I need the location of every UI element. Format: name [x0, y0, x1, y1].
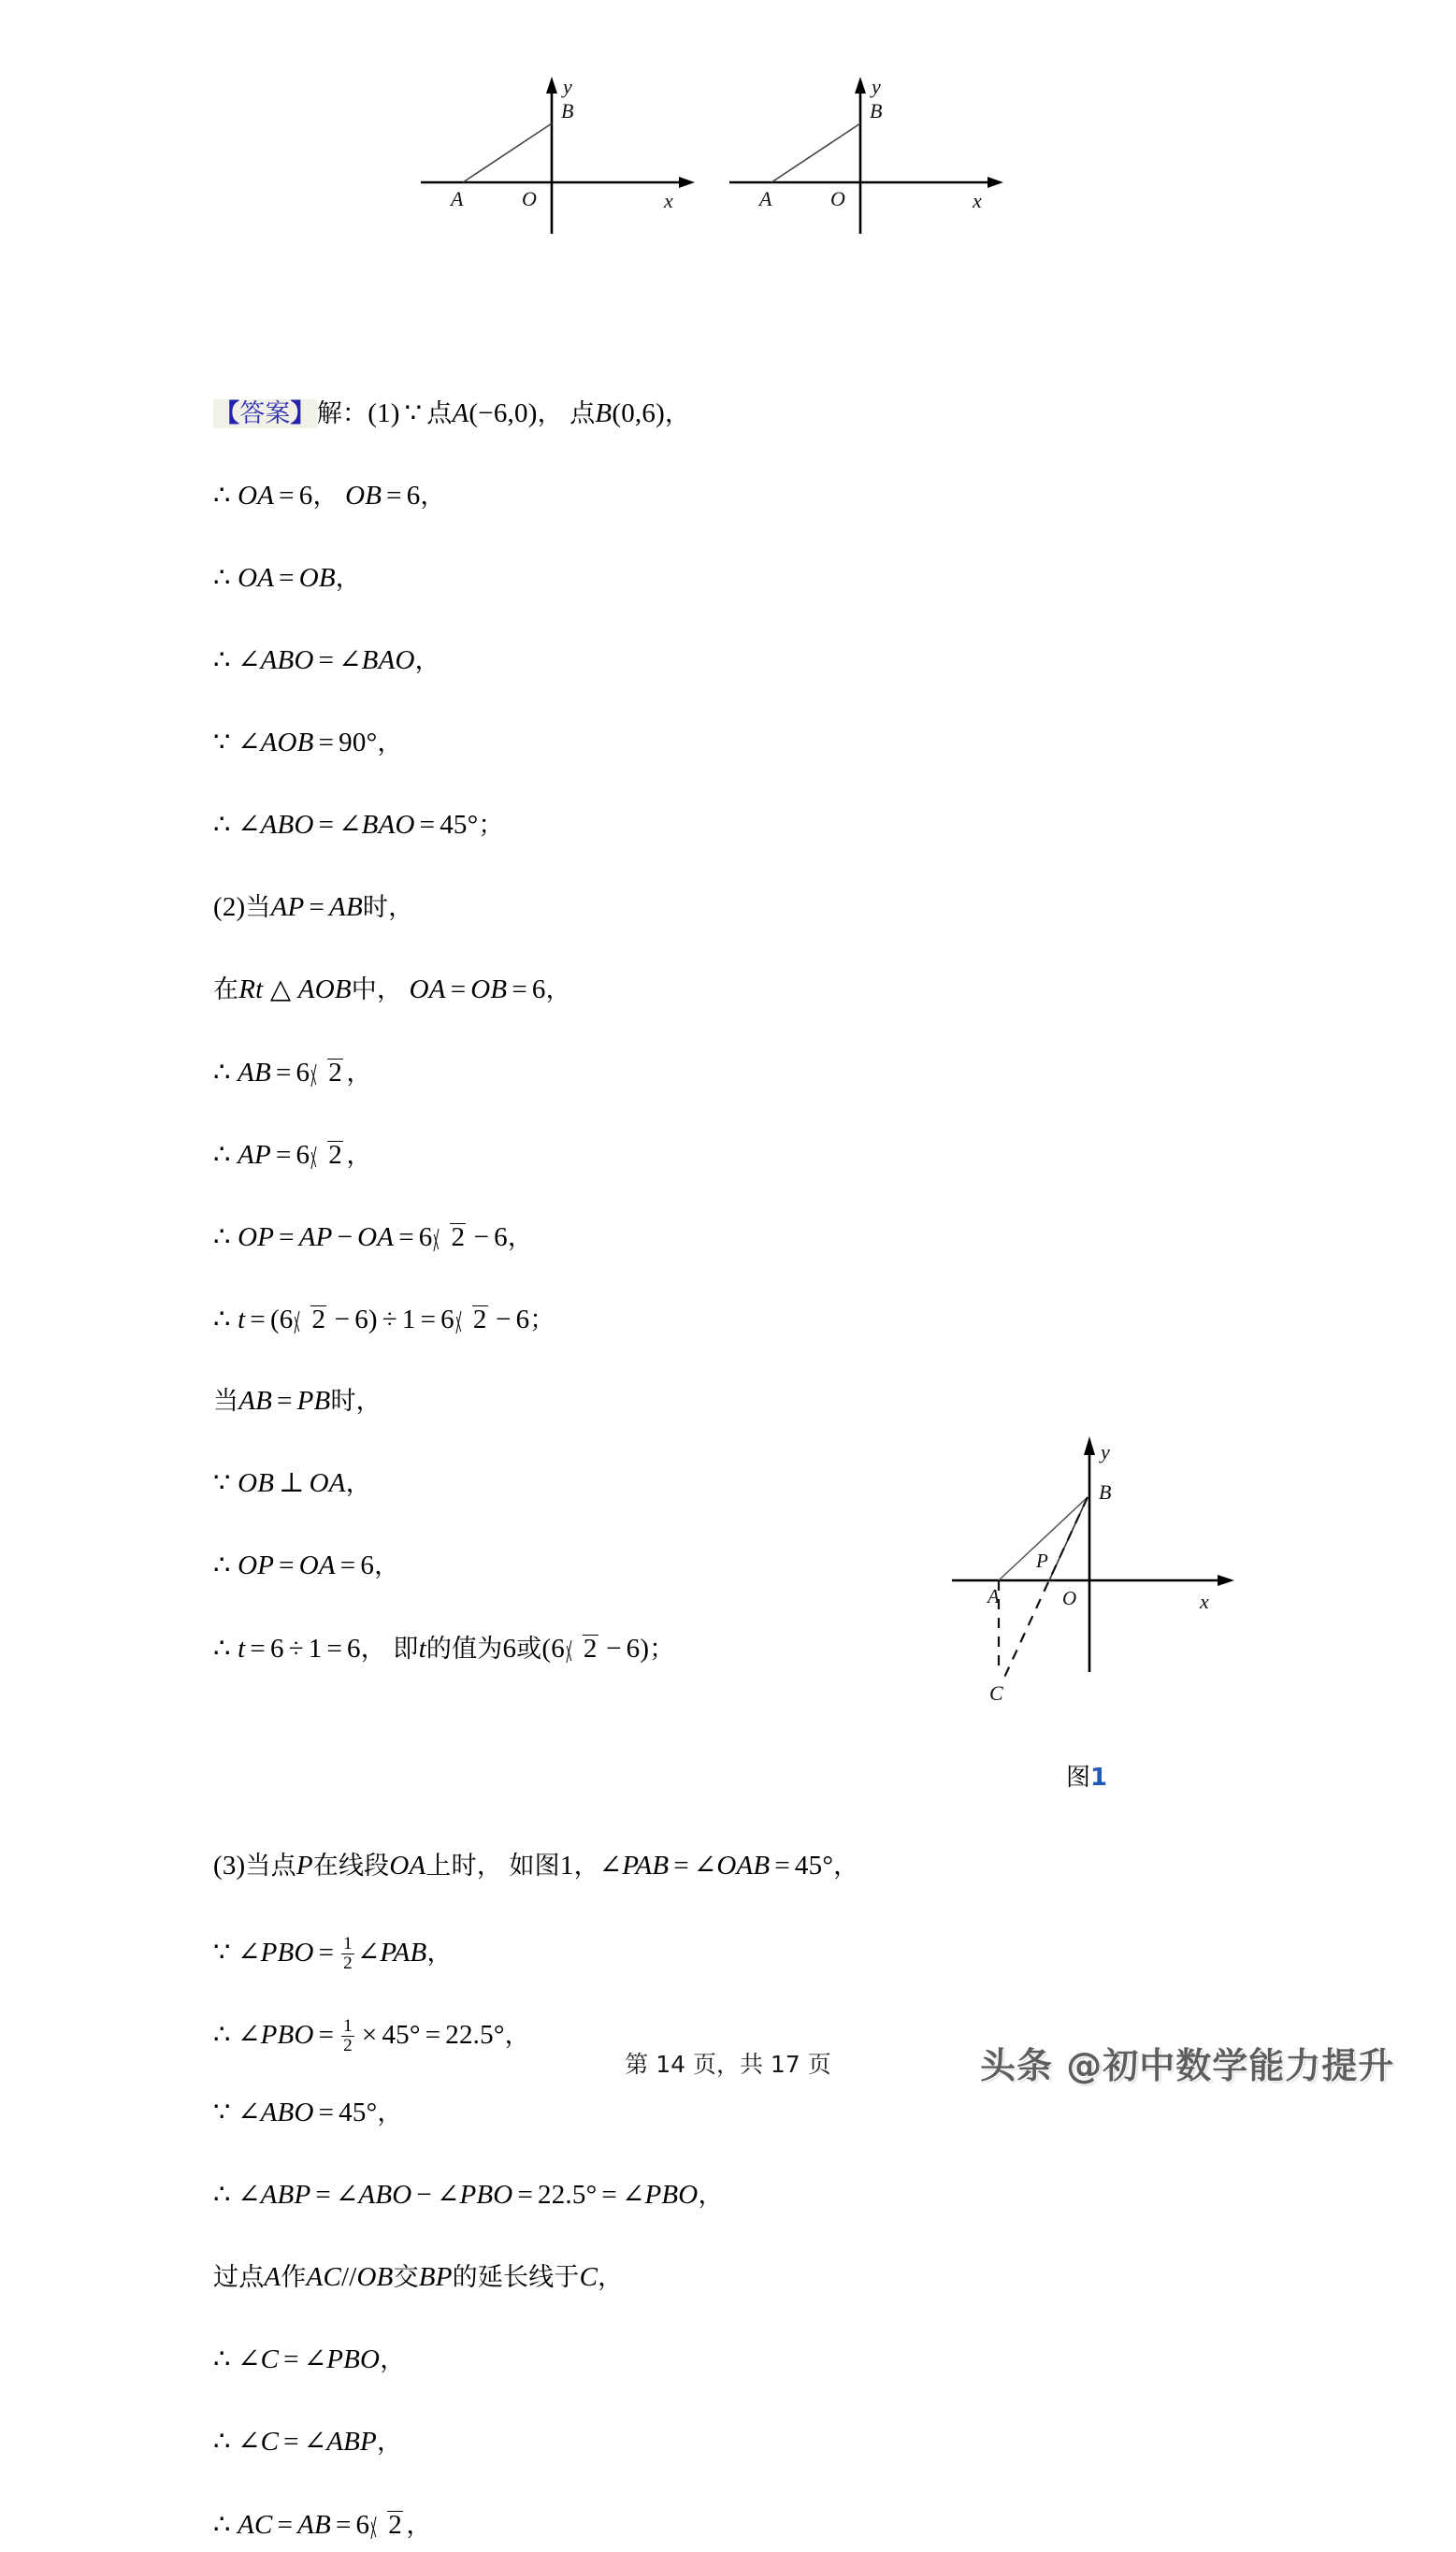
figure-1 — [935, 1401, 1258, 1728]
part-marker-1: (1) — [368, 398, 400, 428]
answer-line-20: ∵ ∠ABO = 45°， — [213, 2098, 403, 2127]
figure-point-label-B: B — [870, 99, 883, 123]
figure-top-left — [411, 37, 720, 262]
answer-line-4: ∴ ∠ABO = ∠BAO， — [213, 645, 440, 675]
part-marker-2: (2) — [213, 892, 246, 922]
answer-line-12: ∴ t = (6 2 − 6) ÷ 1 = 6 2 − 6； — [213, 1305, 555, 1334]
page-footer: 第 14 页，共 17 页 — [625, 2051, 831, 2078]
answer-line-6: ∴ ∠ABO = ∠BAO = 45°； — [213, 810, 504, 840]
answer-line-13: 当AB = PB时， — [213, 1386, 382, 1416]
sqrt-symbol: 2 — [370, 2511, 406, 2539]
triangle-symbol: △ — [269, 974, 292, 1004]
figure1-axis-label-y: y — [1101, 1440, 1110, 1463]
answer-line-16: ∴ t = 6 ÷ 1 = 6， 即t的值为6或(6 2 − 6)； — [213, 1634, 675, 1664]
figure-point-label-B: B — [561, 99, 574, 123]
answer-line-11: ∴ OP = AP − OA = 6 2 − 6， — [213, 1222, 534, 1252]
han-dian-2: 点 — [569, 399, 596, 428]
fraction-one-half: $\frac{1}{2}$ — [343, 2016, 353, 2056]
angle-symbol: ∠ — [238, 645, 261, 675]
figure-1-caption-number: 1 — [1090, 1764, 1108, 1792]
figure-axis-label-x: x — [973, 189, 982, 212]
figure1-point-label-O: O — [1062, 1587, 1077, 1609]
top-figures-row — [0, 0, 1456, 271]
figure1-point-label-B: B — [1099, 1480, 1112, 1504]
answer-line-18: ∵ ∠PBO = $\frac{1}{2}$ ∠PAB， — [213, 1934, 453, 1974]
answer-tag: 【答案】 — [214, 399, 316, 428]
sqrt-symbol: 2 — [310, 1141, 346, 1169]
figure-1-caption-text: 图 — [1066, 1764, 1091, 1792]
figure1-axis-label-x: x — [1200, 1590, 1209, 1613]
figure1-point-label-P: P — [1036, 1550, 1048, 1572]
fraction-one-half: $\frac{1}{2}$ — [343, 1934, 353, 1974]
figure1-point-label-A: A — [987, 1585, 1000, 1608]
sqrt-symbol: 2 — [310, 1059, 346, 1087]
parallel-symbol: // — [341, 2262, 357, 2292]
sqrt-symbol: 2 — [433, 1223, 469, 1251]
sqrt-symbol: 2 — [455, 1305, 491, 1334]
point-B-1: B — [595, 398, 613, 428]
answer-line-8: 在Rt △ AOB中， OA = OB = 6， — [213, 974, 571, 1004]
point-A-1: A — [452, 398, 469, 428]
answer-line-5: ∵ ∠AOB = 90°， — [213, 728, 403, 757]
figure-top-right — [720, 37, 1029, 262]
figure-1-caption — [1066, 1758, 1107, 1793]
sqrt-symbol: 2 — [566, 1635, 601, 1663]
han-dian-1: 点 — [426, 399, 453, 428]
sqrt-symbol: 2 — [295, 1305, 330, 1334]
answer-line-9: ∴ AB = 6 2 ， — [213, 1058, 372, 1088]
answer-line-22: 过点A作AC//OB交BP的延长线于C， — [213, 2262, 624, 2292]
answer-line-17: (3)当点P在线段OA上时， 如图1，∠PAB = ∠OAB = 45°， — [213, 1851, 859, 1881]
answer-line-25: ∴ AC = AB = 6 2 ， — [213, 2510, 432, 2540]
answer-line-21: ∴ ∠ABP = ∠ABO − ∠PBO = 22.5° = ∠PBO， — [213, 2180, 724, 2210]
figure1-point-label-C: C — [989, 1681, 1003, 1705]
answer-line-15: ∴ OP = OA = 6， — [213, 1550, 400, 1580]
figure-point-label-A: A — [451, 187, 464, 210]
part-marker-3: (3) — [213, 1851, 246, 1881]
figure-axis-label-y: y — [872, 75, 881, 98]
answer-line-10: ∴ AP = 6 2 ， — [213, 1140, 372, 1170]
figure-point-label-O: O — [522, 187, 537, 210]
figure-point-label-A: A — [759, 187, 772, 210]
answer-line-14: ∵ OB ⊥ OA， — [213, 1468, 371, 1498]
answer-line-23: ∴ ∠C = ∠PBO， — [213, 2344, 406, 2374]
answer-line-7: (2)当AP = AB时， — [213, 892, 414, 922]
answer-line-2: ∴ OA = 6， OB = 6， — [213, 481, 446, 511]
watermark: 头条 @初中数学能力提升 — [980, 2045, 1395, 2086]
answer-line-3: ∴ OA = OB， — [213, 563, 361, 593]
perpendicular-symbol: ⊥ — [279, 1468, 305, 1498]
answer-line-1: 【答案】解：(1) ∵ 点A(−6,0)， 点B(0,6)， — [214, 398, 691, 428]
therefore-symbol: ∴ — [213, 481, 231, 511]
figure-axis-label-y: y — [563, 75, 572, 98]
answer-lead: 解： — [316, 399, 368, 428]
coord-zero: 0 — [514, 398, 528, 428]
answer-line-24: ∴ ∠C = ∠ABP， — [213, 2427, 403, 2457]
figure-axis-label-x: x — [664, 189, 673, 212]
figure-point-label-O: O — [830, 187, 845, 210]
coord-neg6: −6 — [478, 398, 508, 428]
because-symbol: ∵ — [404, 398, 423, 428]
answer-line-19: ∴ ∠PBO = $\frac{1}{2}$ × 45° = 22.5°， — [213, 2016, 530, 2056]
